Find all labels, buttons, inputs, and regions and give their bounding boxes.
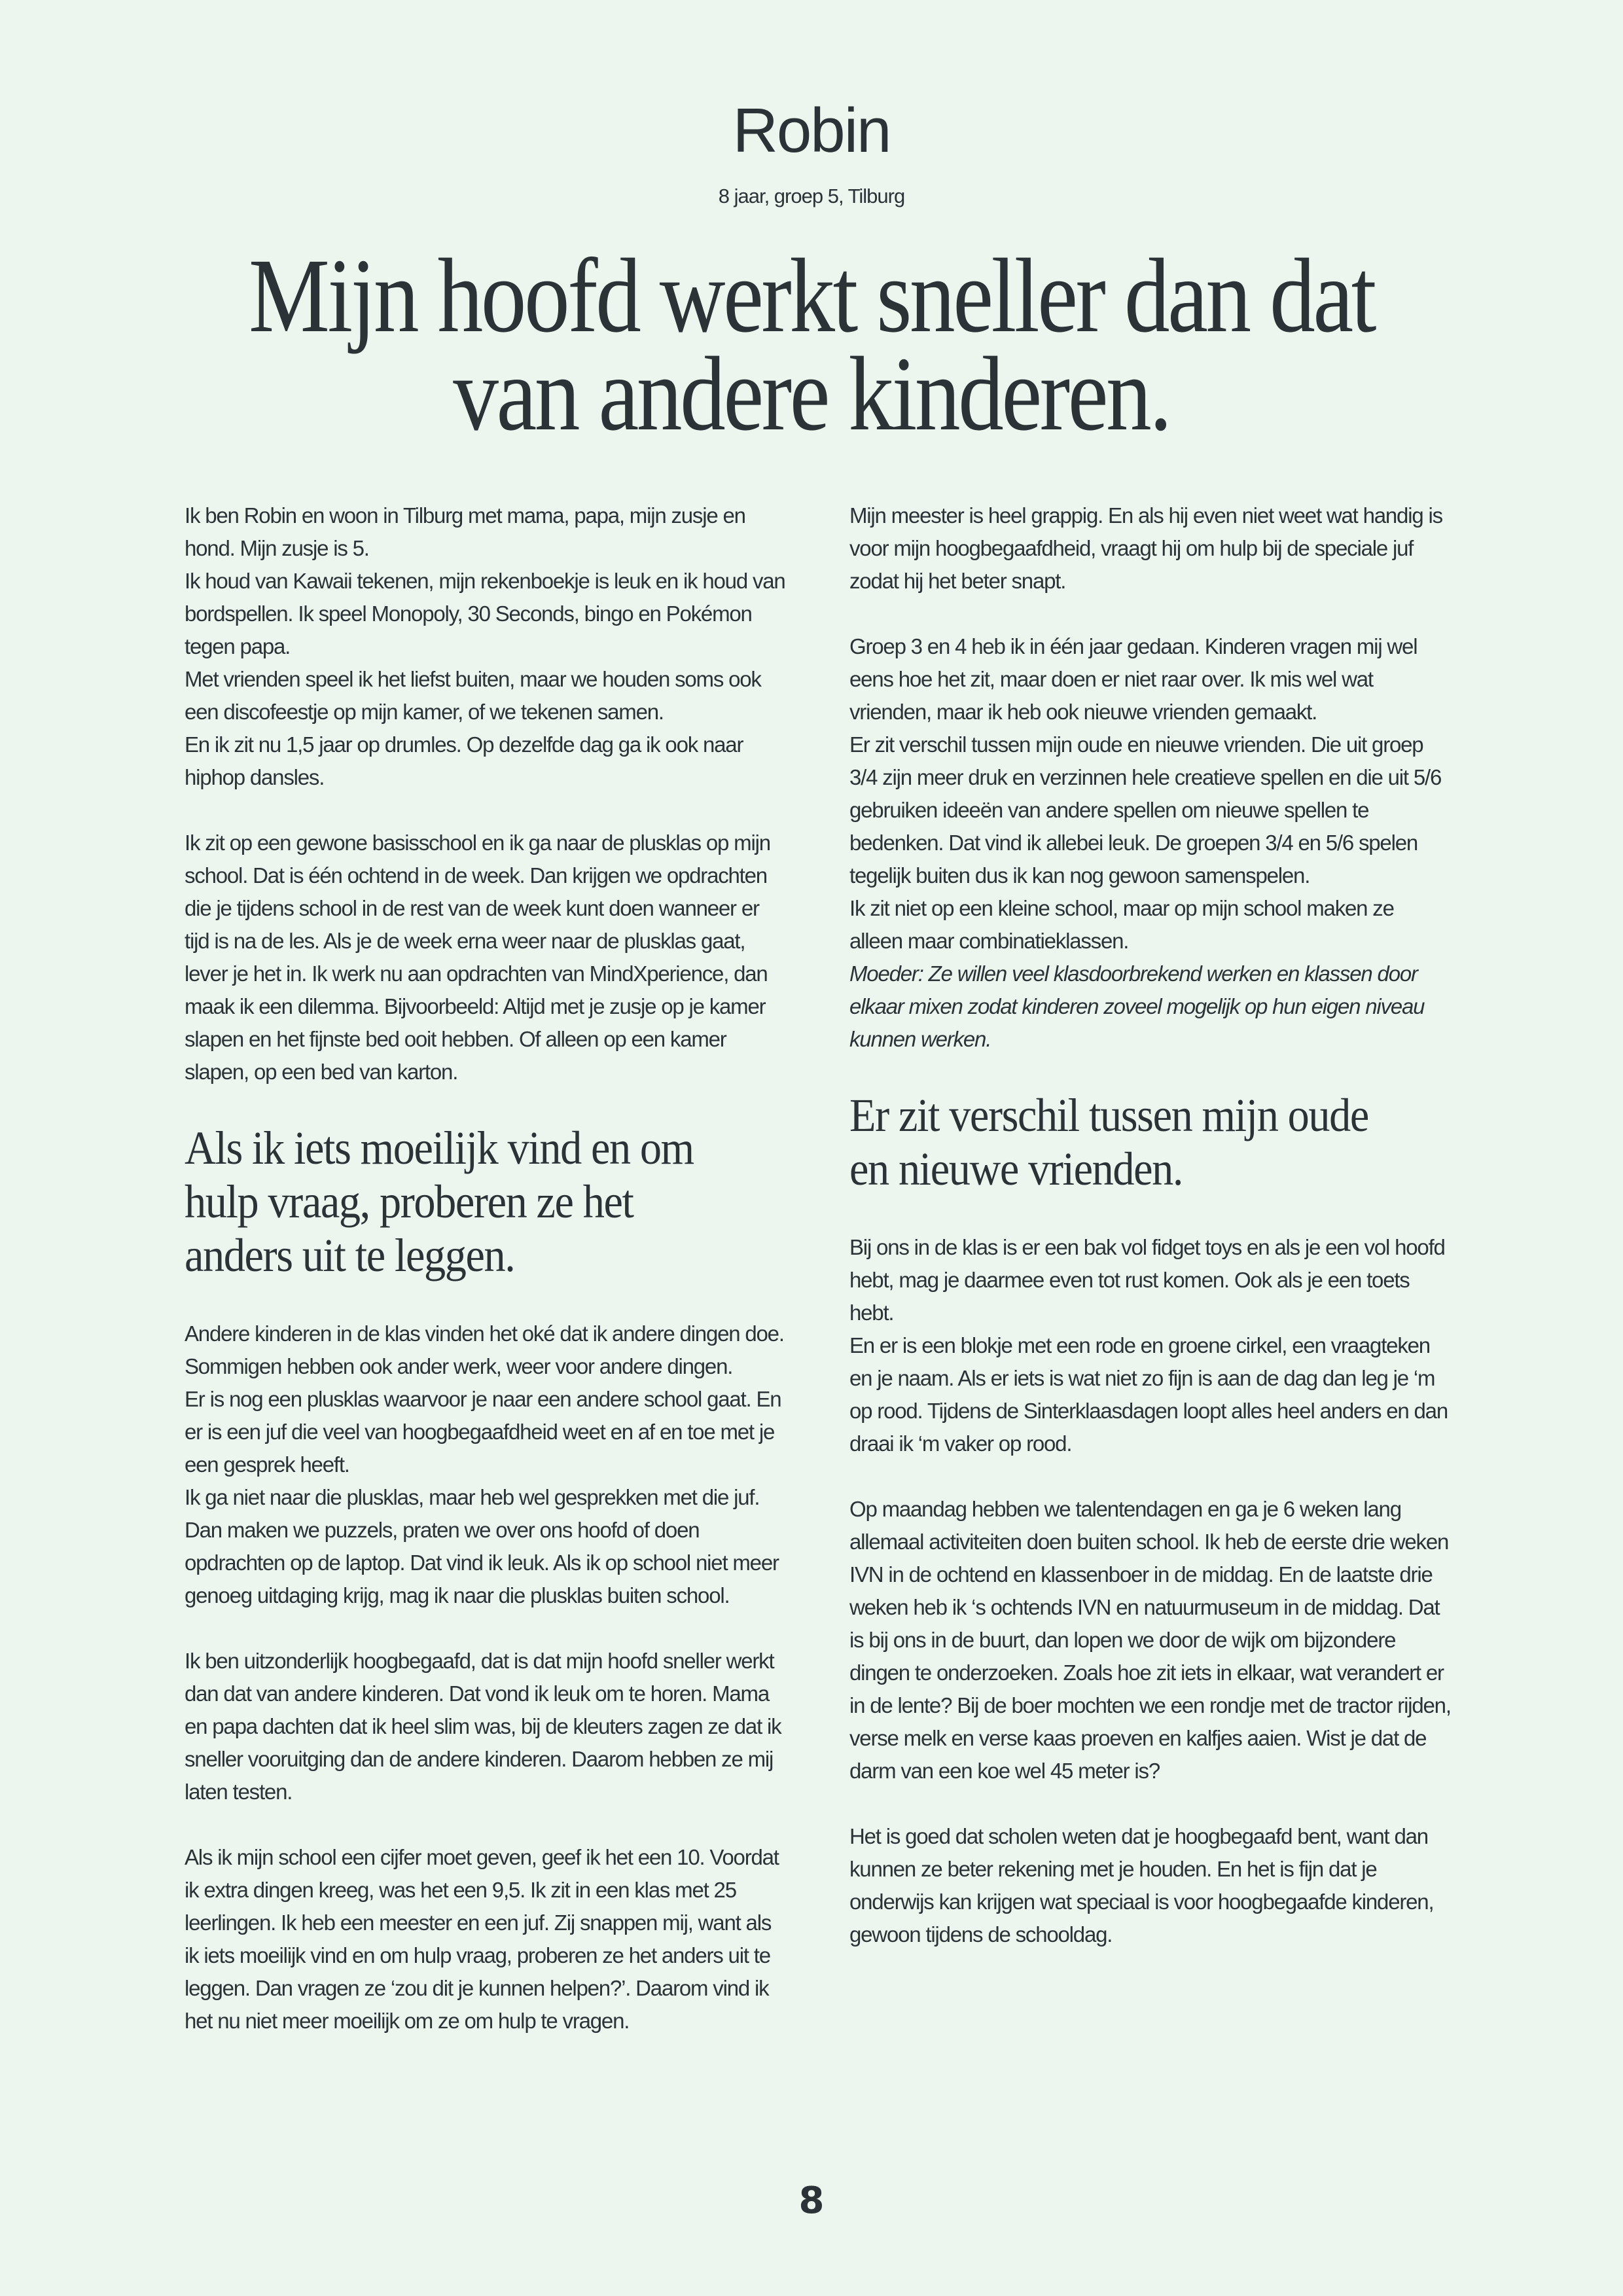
school-grade-paragraph	[185, 1841, 787, 2037]
section-heading-help: Als ik iets moeilijk vind en om hulp vraag, proberen ze het anders uit te leggen.	[185, 1122, 694, 1282]
text-line: Met vrienden speel ik het liefst buiten, maar we houden soms ook een discofeestje op mijn kamer, of we tekenen samen.	[185, 667, 761, 724]
profile-meta: 8 jaar, groep 5, Tilburg	[718, 185, 905, 207]
left-column	[185, 499, 787, 2070]
text-line: Mijn meester is heel grappig. En als hij even niet weet wat handig is voor mijn hoogbegaafdheid, vraagt hij om hulp bij de speciale juf zodat hij het beter snapt.	[849, 503, 1442, 593]
text-line: Groep 3 en 4 heb ik in één jaar gedaan. Kinderen vragen mij wel eens hoe het zit, maar doen er niet raar over. Ik mis wel wat vrienden, maar ik heb ook nieuwe vrienden gemaakt.	[849, 634, 1418, 724]
text-line: En er is een blokje met een rode en groene cirkel, een vraagteken en je naam. Als er iets is wat niet zo fijn is aan de dag dan leg je ‘m op rood. Tijdens de Sinterklaasdagen loopt alles heel anders en dan draai ik ‘m vaker op rood.	[849, 1333, 1448, 1456]
plusklas-paragraph	[185, 827, 787, 1088]
text-line: Ik ben uitzonderlijk hoogbegaafd, dat is dat mijn hoofd sneller werkt dan dat van andere kinderen. Dat vond ik leuk om te horen. Mama en papa dachten dat ik heel slim was, bij de kleuters zagen ze dat ik sneller vooruitging dan de andere kinderen. Daarom hebben ze mij laten testen.	[185, 1649, 781, 1804]
page-number: 8	[798, 2179, 825, 2222]
profile-name: Robin	[732, 96, 891, 166]
intro-paragraph	[185, 499, 787, 794]
friends-paragraph	[849, 630, 1452, 1056]
text-line: Ik zit niet op een kleine school, maar op mijn school maken ze alleen maar combinatieklassen.	[849, 896, 1394, 953]
text-line: Bij ons in de klas is er een bak vol fidget toys en als je een vol hoofd hebt, mag je daarmee even tot rust komen. Ook als je een toets hebt.	[849, 1235, 1445, 1325]
gifted-paragraph	[185, 1645, 787, 1808]
fidget-paragraph	[849, 1231, 1452, 1460]
text-line: Ik houd van Kawaii tekenen, mijn rekenboekje is leuk en ik houd van bordspellen. Ik speel Monopoly, 30 Seconds, bingo en Pokémon tegen papa.	[185, 569, 785, 658]
classmates-paragraph	[185, 1318, 787, 1612]
text-line: Ik zit op een gewone basisschool en ik ga naar de plusklas op mijn school. Dat is één ochtend in de week. Dan krijgen we opdrachten die je tijdens school in de rest van de week kunt doen wanneer er tijd is na de les. Als je de week erna weer naar de plusklas gaat, lever je het in. Ik werk nu aan opdrachten van MindXperience, dan maak ik een dilemma. Bijvoorbeeld: Altijd met je zusje op je kamer slapen en het fijnste bed ooit hebben. Of alleen op een kamer slapen, op een bed van karton.	[185, 831, 770, 1084]
text-line: En ik zit nu 1,5 jaar op drumles. Op dezelfde dag ga ik ook naar hiphop dansles.	[185, 732, 743, 789]
teacher-paragraph	[849, 499, 1452, 598]
text-line: Er zit verschil tussen mijn oude en nieuwe vrienden. Die uit groep 3/4 zijn meer druk en verzinnen hele creatieve spellen en die uit 5/6 gebruiken ideeën van andere spellen om nieuwe spellen te bedenken. Dat vind ik allebei leuk. De groepen 3/4 en 5/6 spelen tegelijk buiten dus ik kan nog gewoon samenspelen.	[849, 732, 1442, 888]
closing-paragraph	[849, 1820, 1452, 1951]
page-headline: Mijn hoofd werkt sneller dan dat van andere kinderen.	[249, 238, 1374, 453]
right-column	[849, 499, 1452, 1984]
text-line: Ik ga niet naar die plusklas, maar heb wel gesprekken met die juf. Dan maken we puzzels, praten we over ons hoofd of doen opdrachten op de laptop. Dat vind ik leuk. Als ik op school niet meer genoeg uitdaging krijg, mag ik naar die plusklas buiten school.	[185, 1485, 779, 1607]
text-line: Andere kinderen in de klas vinden het oké dat ik andere dingen doe. Sommigen hebben ook ander werk, weer voor andere dingen.	[185, 1321, 784, 1378]
text-line: Op maandag hebben we talentendagen en ga je 6 weken lang allemaal activiteiten doen buiten school. Ik heb de eerste drie weken IVN in de ochtend en klassenboer in de middag. En de laatste drie weken heb ik ‘s ochtends IVN en natuurmuseum in de middag. Dat is bij ons in de buurt, dan lopen we door de wijk om bijzondere dingen te onderzoeken. Zoals hoe zit iets in elkaar, wat verandert er in de lente? Bij de boer mochten we een rondje met de tractor rijden, verse melk en verse kaas proeven en kalfjes aaien. Wist je dat de darm van een koe wel 45 meter is?	[849, 1497, 1451, 1783]
mother-quote: Moeder: Ze willen veel klasdoorbrekend werken en klassen door elkaar mixen zodat kinderen zoveel mogelijk op hun eigen niveau kunnen werken.	[849, 961, 1425, 1051]
text-line: Als ik mijn school een cijfer moet geven, geef ik het een 10. Voordat ik extra dingen kreeg, was het een 9,5. Ik zit in een klas met 25 leerlingen. Ik heb een meester en een juf. Zij snappen mij, want als ik iets moeilijk vind en om hulp vraag, proberen ze het anders uit te leggen. Dan vragen ze ‘zou dit je kunnen helpen?’. Daarom vind ik het nu niet meer moeilijk om ze om hulp te vragen.	[185, 1845, 779, 2033]
text-line: Het is goed dat scholen weten dat je hoogbegaafd bent, want dan kunnen ze beter rekening met je houden. En het is fijn dat je onderwijs kan krijgen wat speciaal is voor hoogbegaafde kinderen, gewoon tijdens de schooldag.	[849, 1824, 1434, 1946]
section-heading-friends: Er zit verschil tussen mijn oude en nieuwe vrienden.	[849, 1089, 1368, 1195]
talent-days-paragraph	[849, 1493, 1452, 1787]
text-line: Er is nog een plusklas waarvoor je naar een andere school gaat. En er is een juf die veel van hoogbegaafdheid weet en af en toe met je een gesprek heeft.	[185, 1387, 781, 1477]
text-line: Ik ben Robin en woon in Tilburg met mama, papa, mijn zusje en hond. Mijn zusje is 5.	[185, 503, 745, 560]
